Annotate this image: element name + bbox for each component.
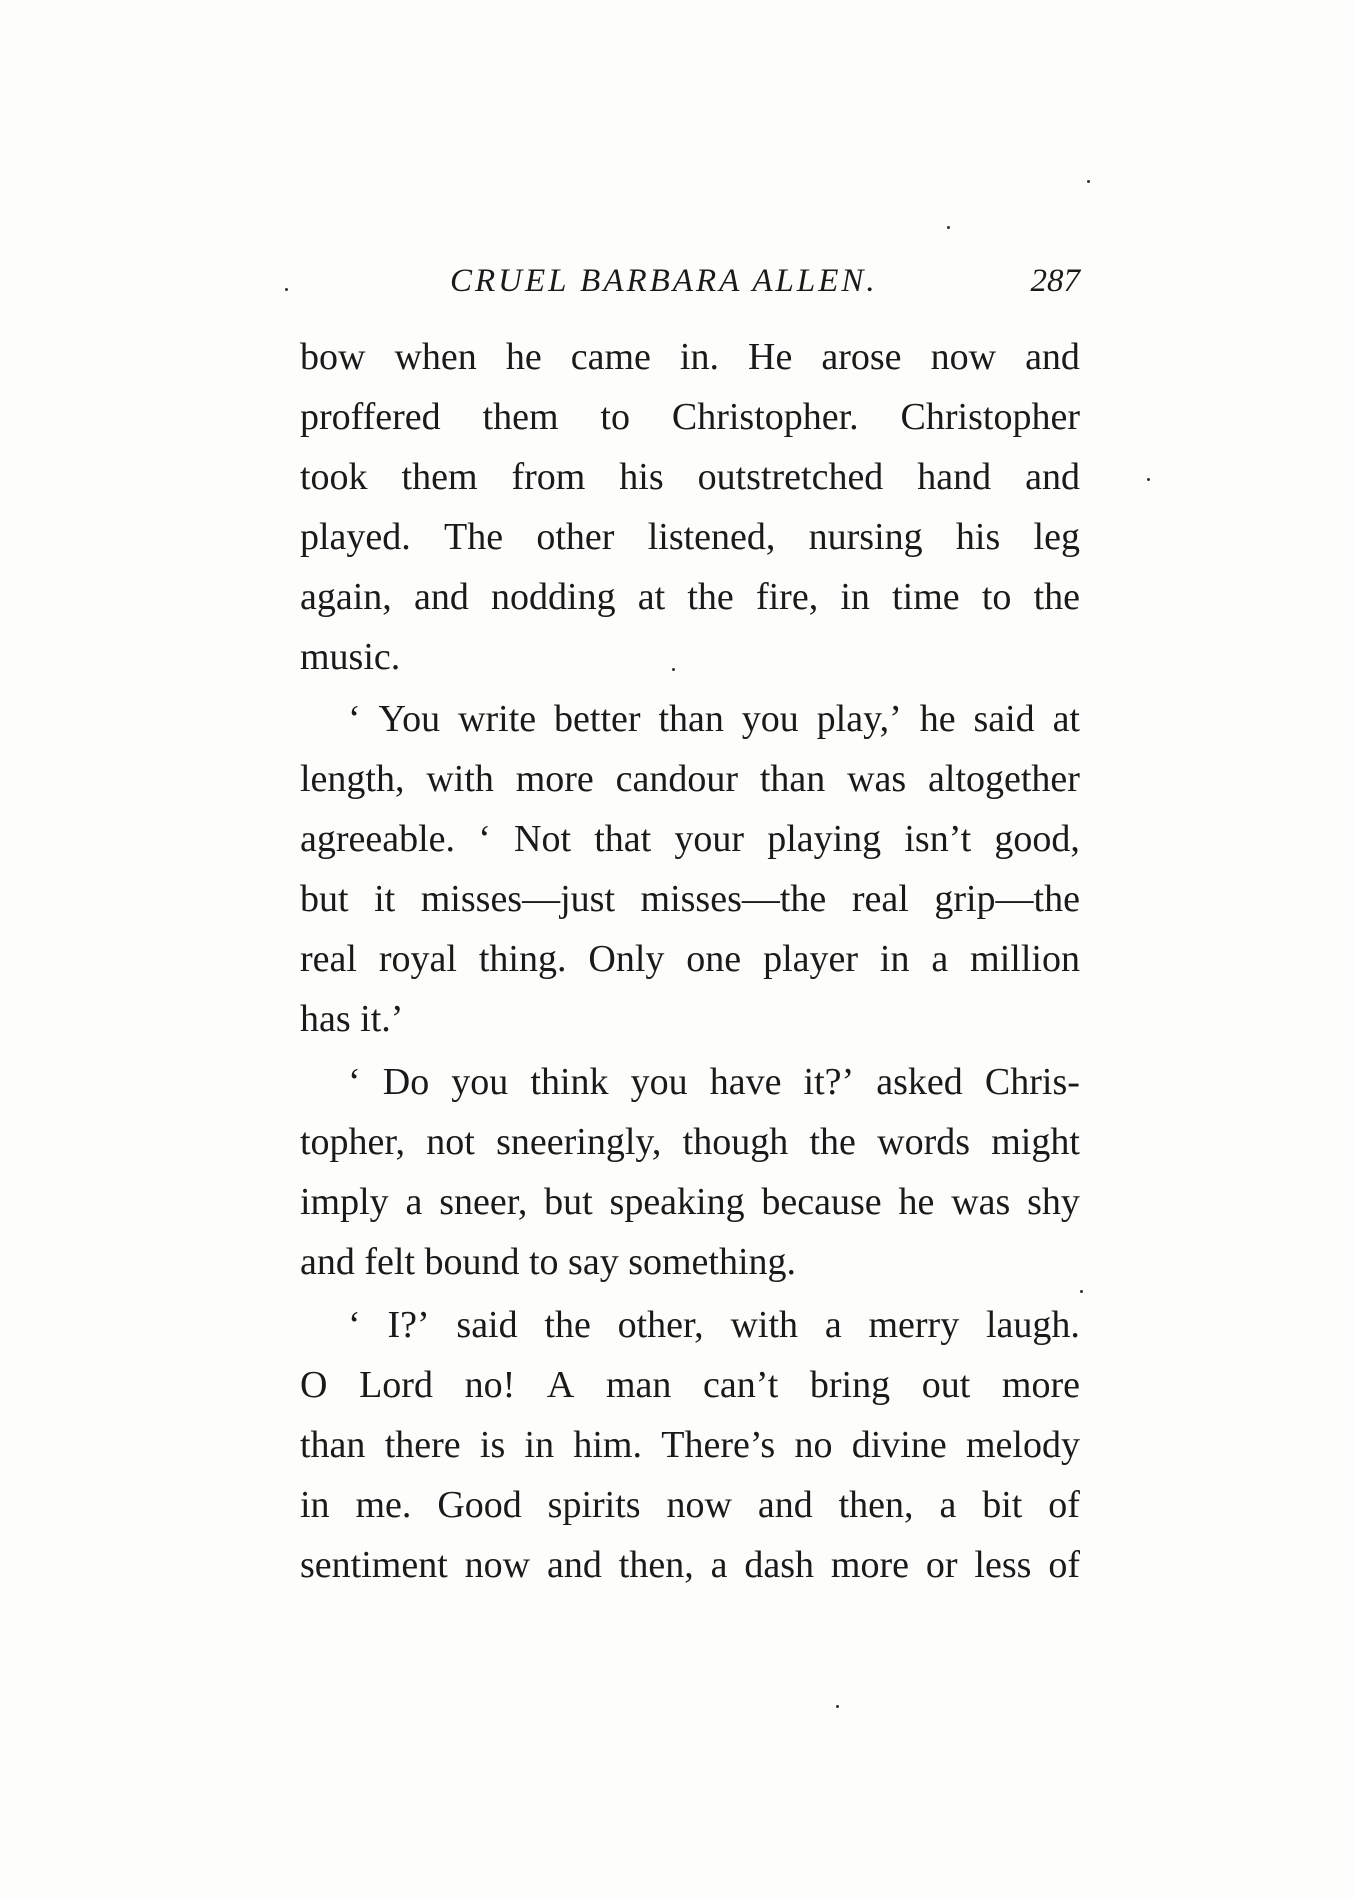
text-line: proffered them to Christopher. Christopher — [300, 396, 1080, 438]
text-line: topher, not sneeringly, though the words might — [300, 1121, 1080, 1163]
text-line: bow when he came in. He arose now and — [300, 336, 1080, 378]
text-line: ‘ You write better than you play,’ he said at — [348, 698, 1080, 740]
text-line: ‘ I?’ said the other, with a merry laugh. — [348, 1304, 1080, 1346]
text-line: length, with more candour than was altogether — [300, 758, 1080, 800]
text-line: has it.’ — [300, 998, 404, 1040]
text-line: music. — [300, 636, 401, 678]
text-line: sentiment now and then, a dash more or less of — [300, 1544, 1080, 1586]
paper-speck — [836, 1705, 839, 1708]
text-line: but it misses—just misses—the real grip—the — [300, 878, 1080, 920]
text-line: took them from his outstretched hand and — [300, 456, 1080, 498]
text-line: ‘ Do you think you have it?’ asked Chris- — [348, 1061, 1080, 1103]
text-line: again, and nodding at the fire, in time to the — [300, 576, 1080, 618]
paper-speck — [947, 226, 950, 229]
paper-speck — [285, 288, 288, 291]
paper-speck — [1147, 478, 1150, 481]
text-line: played. The other listened, nursing his leg — [300, 516, 1080, 558]
text-line: in me. Good spirits now and then, a bit of — [300, 1484, 1080, 1526]
page-number: 287 — [1030, 263, 1080, 299]
text-line: O Lord no! A man can’t bring out more — [300, 1364, 1080, 1406]
paper-speck — [1080, 1290, 1083, 1293]
text-line: than there is in him. There’s no divine melody — [300, 1424, 1080, 1466]
paper-speck — [1087, 180, 1090, 183]
text-line: agreeable. ‘ Not that your playing isn’t good, — [300, 818, 1080, 860]
text-line: imply a sneer, but speaking because he was shy — [300, 1181, 1080, 1223]
text-line: real royal thing. Only one player in a million — [300, 938, 1080, 980]
text-line: and felt bound to say something. — [300, 1241, 797, 1283]
page-header — [300, 263, 1080, 313]
paper-speck — [672, 668, 675, 671]
running-title: CRUEL BARBARA ALLEN. — [450, 263, 878, 299]
